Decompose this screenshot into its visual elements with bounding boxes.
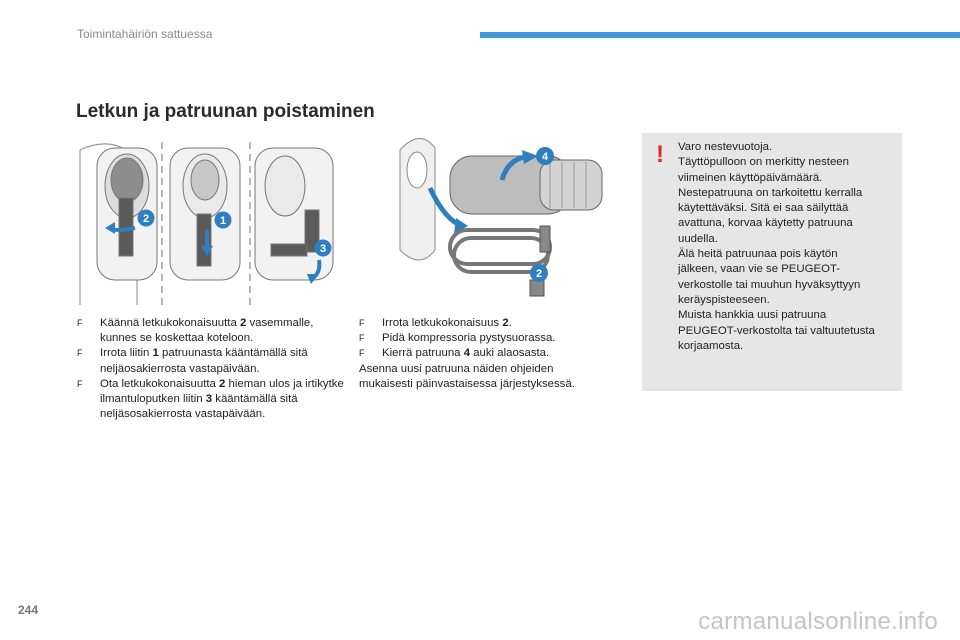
page-number: 244 [18, 603, 39, 617]
warning-text: Varo nestevuotoja. Täyttöpulloon on merkitty nesteen viimeinen käyttöpäivämäärä. Nestepatruuna on tarkoitettu kerralla käytettäväksi. Sitä ei saa säilyttää avattuna, korvaa käytetty patruuna uudella. Älä heitä patruunaa pois käytön jälkeen, vaan vie se PEUGEOT- verkostolle tai muuhun hyväksyttyyn keräyspisteeseen. Muista hankkia uusi patruuna PEUGEOT-verkostolta tai valtuutetusta korjaamosta. [678, 141, 875, 352]
watermark: carmanualsonline.info [698, 608, 938, 635]
illustration-cartridge-removal [390, 130, 620, 305]
right-steps-list [359, 316, 619, 362]
list-item: F Ota letkukokonaisuutta 2 hieman ulos ja irtikytke ilmantuloputken liitin 3 kääntämällä sitä neljäsosakierrosta vastapäivään. [77, 377, 344, 421]
callout-3: 3 [319, 243, 327, 255]
warning-box [642, 133, 902, 391]
callout-2-right: 2 [535, 268, 543, 280]
list-item: F Kierrä patruuna 4 auki alaosasta. [359, 346, 619, 361]
callout-4: 4 [541, 151, 549, 163]
list-item: F Käännä letkukokonaisuutta 2 vasemmalle, kunnes se koskettaa koteloon. [77, 317, 314, 345]
header-accent-bar [480, 32, 960, 38]
warning-exclamation-icon: ! [656, 141, 664, 168]
illustration-hose-disconnect [75, 140, 340, 310]
step-bullet: F [359, 318, 365, 328]
reassembly-text: Asenna uusi patruuna näiden ohjeiden mukaisesti päinvastaisessa järjestyksessä. [359, 363, 575, 391]
step-bullet: F [359, 333, 365, 344]
section-title: Letkun ja patruunan poistaminen [76, 101, 375, 122]
list-item: F Pidä kompressoria pystysuorassa. [359, 331, 619, 346]
step-bullet: F [77, 318, 83, 328]
list-item: F Irrota liitin 1 patruunasta kääntämällä sitä neljäosakierrosta vastapäivään. [77, 347, 308, 375]
callout-2-left: 2 [142, 213, 150, 225]
running-header: Toimintahäiriön sattuessa [77, 27, 213, 41]
callout-1: 1 [219, 215, 227, 227]
step-bullet: F [77, 348, 83, 359]
step-bullet: F [77, 378, 83, 389]
list-item: F Irrota letkukokonaisuus 2. [359, 316, 619, 331]
step-bullet: F [359, 348, 365, 359]
left-steps-list [77, 316, 347, 422]
